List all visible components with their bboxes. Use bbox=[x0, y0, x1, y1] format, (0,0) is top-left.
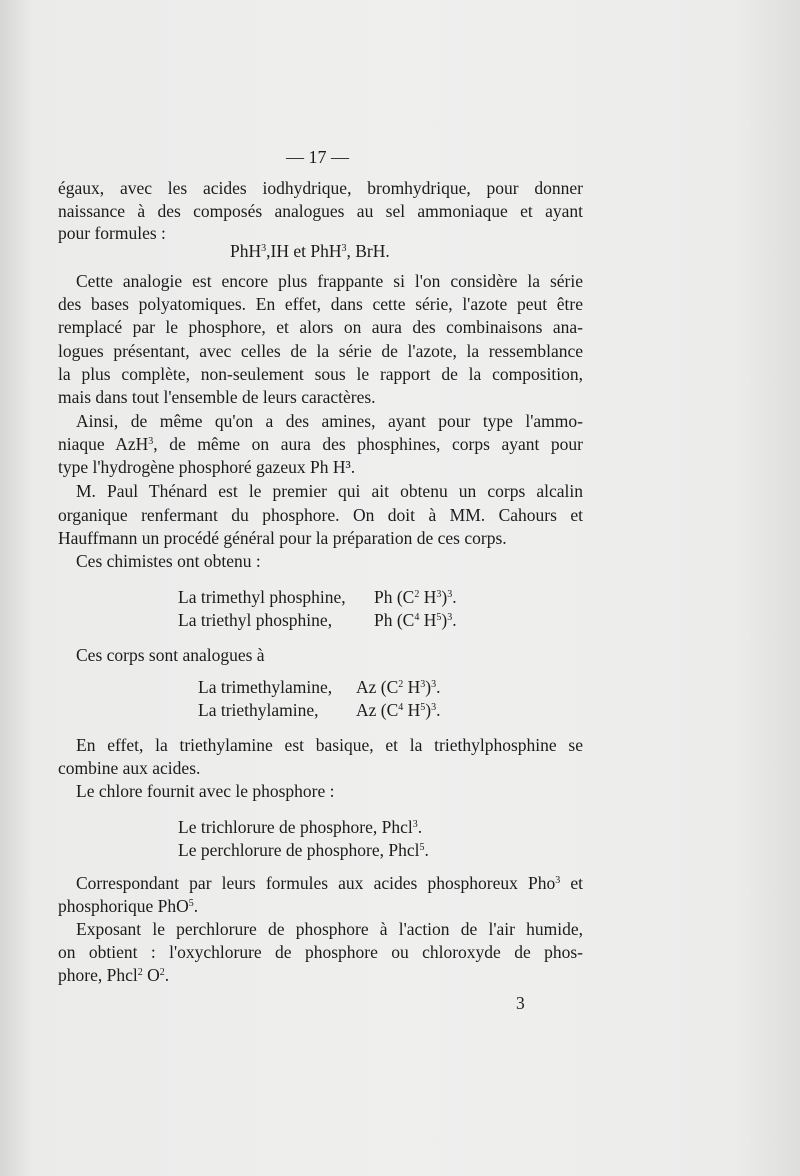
text-line: phore, Phcl$^2$ $O^2$. bbox=[58, 965, 170, 985]
text-line: mais dans tout l'ensemble de leurs caractères. bbox=[58, 387, 376, 407]
text-line: logues présentant, avec celles de la série de l'azote, la ressemblance bbox=[58, 341, 583, 361]
text-line: on obtient : l'oxychlorure de phosphore ou chloroxyde de phos- bbox=[58, 942, 583, 962]
page-number: — 17 — bbox=[286, 147, 349, 167]
text-line: M. Paul Thénard est le premier qui ait obtenu un corps alcalin bbox=[76, 481, 583, 501]
text-line: Cette analogie est encore plus frappante si l'on considère la série bbox=[76, 271, 583, 291]
formula-line: PhH$^3$,IH et PhH$^3$, BrH. bbox=[230, 241, 390, 261]
text-line: organique renfermant du phosphore. On doit à MM. Cahours et bbox=[58, 505, 583, 525]
folio-number: 3 bbox=[516, 993, 525, 1013]
text-line: phosphorique PhO$^5$. bbox=[58, 896, 199, 916]
text-line: Correspondant par leurs formules aux acides phosphoreux Pho$^3$ et bbox=[76, 873, 583, 893]
formula-line: La triethylamine, bbox=[198, 700, 319, 720]
text-line: Hauffmann un procédé général pour la préparation de ces corps. bbox=[58, 528, 507, 548]
text-line: type l'hydrogène phosphoré gazeux Ph H³. bbox=[58, 457, 356, 477]
formula-line: Ph ($C^4$ $H^5)^3$. bbox=[374, 610, 457, 630]
formula-line: Az ($C^4$ $H^5)^3$. bbox=[356, 700, 441, 720]
text-line: Ainsi, de même qu'on a des amines, ayant pour type l'ammo- bbox=[76, 411, 583, 431]
formula-line: Le perchlorure de phosphore, Phcl$^5$. bbox=[178, 840, 429, 860]
text-line: niaque AzH$^3$, de même on aura des phosphines, corps ayant pour bbox=[58, 434, 583, 454]
text-line: Le chlore fournit avec le phosphore : bbox=[76, 781, 335, 801]
text-line: naissance à des composés analogues au sel ammoniaque et ayant bbox=[58, 201, 583, 221]
formula-line: La trimethylamine, bbox=[198, 677, 333, 697]
text-line: combine aux acides. bbox=[58, 758, 201, 778]
formula-line: Le trichlorure de phosphore, Phcl$^3$. bbox=[178, 817, 423, 837]
text-line: pour formules : bbox=[58, 223, 166, 243]
text-line: Ces corps sont analogues à bbox=[76, 645, 265, 665]
text-line: égaux, avec les acides iodhydrique, bromhydrique, pour donner bbox=[58, 178, 583, 198]
text-line: Exposant le perchlorure de phosphore à l'action de l'air humide, bbox=[76, 919, 583, 939]
formula-line: Ph ($C^2$ $H^3)^3$. bbox=[374, 587, 457, 607]
formula-line: La trimethyl phosphine, bbox=[178, 587, 346, 607]
text-line: Ces chimistes ont obtenu : bbox=[76, 551, 261, 571]
formula-line: La triethyl phosphine, bbox=[178, 610, 333, 630]
text-line: remplacé par le phosphore, et alors on aura des combinaisons ana- bbox=[58, 317, 583, 337]
text-line: des bases polyatomiques. En effet, dans cette série, l'azote peut être bbox=[58, 294, 583, 314]
text-line: En effet, la triethylamine est basique, et la triethylphosphine se bbox=[76, 735, 583, 755]
formula-line: Az ($C^2$ $H^3)^3$. bbox=[356, 677, 441, 697]
text-line: la plus complète, non-seulement sous le rapport de la composition, bbox=[58, 364, 583, 384]
